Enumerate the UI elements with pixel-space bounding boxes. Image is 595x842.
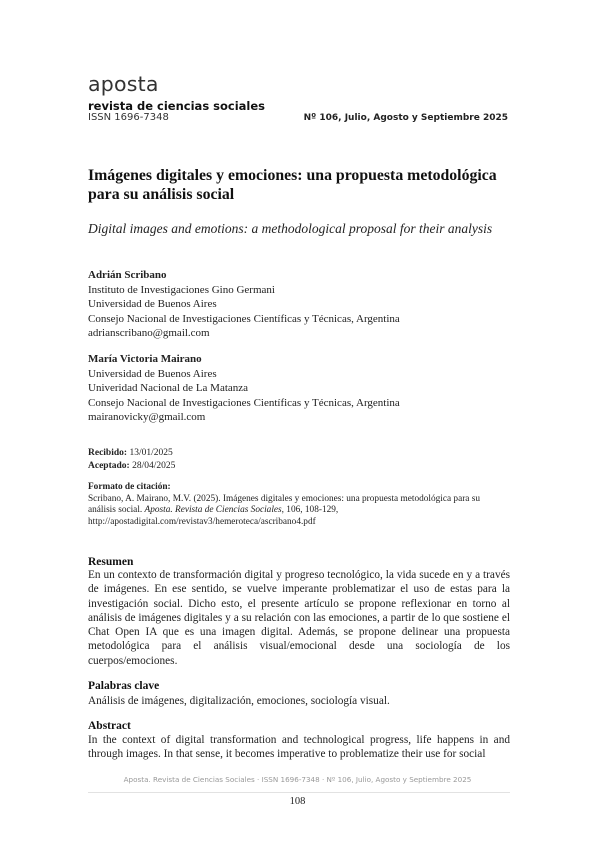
author-email[interactable]: adrianscribano@gmail.com	[88, 327, 210, 339]
citation-block	[88, 482, 508, 528]
article-dates	[88, 447, 175, 472]
received-label: Recibido:	[88, 448, 128, 458]
accepted-value: 28/04/2025	[132, 460, 176, 471]
resumen-heading: Resumen	[88, 556, 134, 568]
page-number: 108	[289, 796, 306, 807]
author-affiliation: Universidad de Buenos Aires	[88, 367, 217, 380]
journal-subtitle: revista de ciencias sociales	[88, 99, 266, 113]
article-title: Imágenes digitales y emociones: una propuesta metodológica para su análisis social	[88, 167, 497, 203]
citation-authors: Scribano, A. Mairano, M.V. (2025). Imágenes digitales y emociones: una propuesta metodológica para su análisis social.	[88, 493, 481, 515]
accepted-date	[88, 460, 175, 473]
author-affiliation: Universidad de Buenos Aires	[88, 298, 217, 310]
journal-brand: aposta	[88, 72, 159, 96]
author-name: María Victoria Mairano	[88, 353, 202, 365]
footer-text: Aposta. Revista de Ciencias Sociales · ISSN 1696-7348 · Nº 106, Julio, Agosto y Septiembre 2025	[123, 775, 472, 784]
resumen-text: En un contexto de transformación digital y progreso tecnológico, la vida sucede en y a través de imágenes. En ese sentido, se vuelve imperante problematizar el uso de estas para la investigación social. Dicho esto, el presente artículo se propone reflexionar en torno al análisis de imágenes digitales y a su relación con las emociones, a partir de lo que sostiene el Chat Open IA que es una imagen digital. Además, se propone delinear una propuesta metodológica para el análisis visual/emocional desde una sociología de los cuerpos/emociones.	[88, 569, 510, 667]
keywords-heading: Palabras clave	[88, 680, 160, 692]
abstract-heading: Abstract	[88, 720, 131, 732]
author-affiliation: Consejo Nacional de Investigaciones Científicas y Técnicas, Argentina	[88, 396, 400, 409]
author-block	[88, 352, 518, 425]
keywords-text: Análisis de imágenes, digitalización, emociones, sociología visual.	[88, 695, 390, 707]
author-affiliation: Instituto de Investigaciones Gino Germani	[88, 283, 275, 296]
citation-text	[88, 494, 508, 529]
issue-info: Nº 106, Julio, Agosto y Septiembre 2025	[303, 113, 508, 123]
author-affiliation: Consejo Nacional de Investigaciones Científicas y Técnicas, Argentina	[88, 312, 400, 325]
author-name: Adrián Scribano	[88, 269, 167, 281]
received-date	[88, 447, 175, 460]
author-block	[88, 268, 518, 341]
received-value: 13/01/2025	[129, 448, 173, 458]
citation-journal: Aposta. Revista de Ciencias Sociales	[144, 505, 282, 515]
author-affiliation: Univeridad Nacional de La Matanza	[88, 382, 249, 394]
article-subtitle: Digital images and emotions: a methodological proposal for their analysis	[88, 221, 493, 236]
author-email[interactable]: mairanovicky@gmail.com	[88, 411, 206, 423]
citation-url[interactable]: http://apostadigital.com/revistav3/hemeroteca/ascribano4.pdf	[88, 516, 316, 527]
abstract-text: In the context of digital transformation and technological progress, life happens in and through images. In that sense, it becomes imperative to problematize their use for social	[88, 734, 510, 761]
citation-label: Formato de citación:	[88, 482, 171, 492]
accepted-label: Aceptado:	[88, 460, 130, 471]
footer-divider	[88, 792, 510, 793]
journal-issn: ISSN 1696-7348	[88, 112, 169, 123]
citation-pages: , 106, 108-129,	[281, 505, 339, 515]
